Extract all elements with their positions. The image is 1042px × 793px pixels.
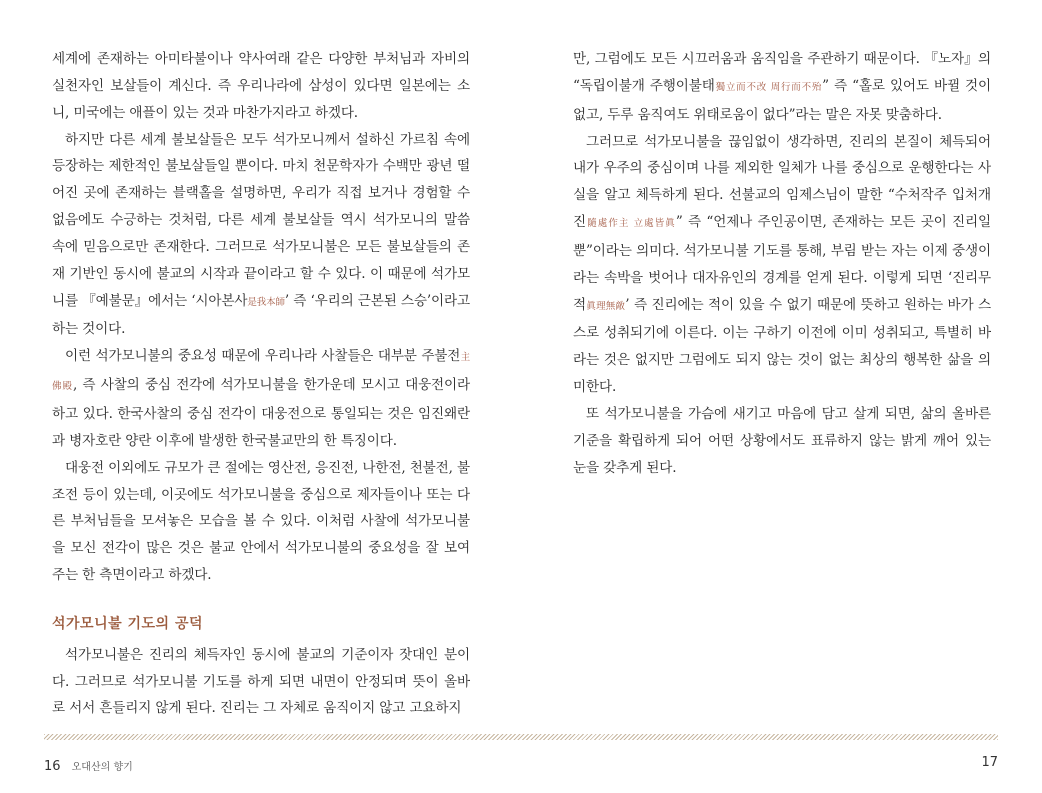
hanja-annotation: 獨立而不改 周行而不殆	[714, 81, 823, 93]
paragraph: 만, 그럼에도 모든 시끄러움과 움직임을 주관하기 때문이다. 『노자』의 “독립이불개 주행이불태獨立而不改 周行而不殆” 즉 “홀로 있어도 바뀔 것이 없고, 두루 움직여도 위태로움이 없다”라는 말은 자못 맞춤하다.	[573, 51, 991, 123]
hanja-annotation: 主佛殿	[52, 352, 470, 393]
paragraph: 이런 석가모니불의 중요성 때문에 우리나라 사찰들은 대부분 주불전主佛殿, 즉 사찰의 중심 전각에 석가모니불을 한가운데 모시고 대웅전이라 하고 있다. 한국사찰의 중심 전각이 대웅전으로 통일되는 것은 임진왜란과 병자호란 양란 이후에 발생한 한국불교만의 한 특징이다.	[52, 348, 470, 449]
paragraph: 석가모니불은 진리의 체득자인 동시에 불교의 기준이자 잣대인 분이다. 그러므로 석가모니불 기도를 하게 되면 내면이 안정되며 뜻이 올바로 서서 흔들리지 않게 된다. 진리는 그 자체로 움직이지 않고 고요하지	[52, 646, 470, 717]
left-footer	[44, 755, 133, 774]
paragraph: 세계에 존재하는 아미타불이나 약사여래 같은 다양한 부처님과 자비의 실천자인 보살들이 계신다. 즉 우리나라에 삼성이 있다면 일본에는 소니, 미국에는 애플이 있는 것과 마찬가지라고 하겠다.	[52, 51, 470, 121]
paragraph: 또 석가모니불을 가슴에 새기고 마음에 담고 살게 되면, 삶의 올바른 기준을 확립하게 되어 어떤 상황에서도 표류하지 않는 밝게 깨어 있는 눈을 갖추게 된다.	[573, 405, 991, 476]
hanja-annotation: 是我本師	[247, 296, 285, 308]
paragraph: 하지만 다른 세계 불보살들은 모두 석가모니께서 설하신 가르침 속에 등장하는 제한적인 불보살들일 뿐이다. 마치 천문학자가 수백만 광년 떨어진 곳에 존재하는 블랙홀을 설명하면, 우리가 직접 보거나 경험할 수 없음에도 수긍하는 것처럼, 다른 세계 불보살들 역시 석가모니의 말씀 속에 믿음으로만 존재한다. 그러므로 석가모니불은 모든 불보살들의 존재 기반인 동시에 불교의 시작과 끝이라고 할 수 있다. 이 때문에 석가모니를 『예불문』에서는 ‘시아본사是我本師’ 즉 ‘우리의 근본된 스승’이라고 하는 것이다.	[52, 131, 471, 338]
book-title: 오대산의 향기	[71, 762, 133, 773]
page-number: 16	[44, 759, 61, 774]
paragraph: 그러므로 석가모니불을 끊임없이 생각하면, 진리의 본질이 체득되어 내가 우주의 중심이며 나를 제외한 일체가 나를 중심으로 운행한다는 사실을 알고 체득하게 된다. 선불교의 임제스님이 말한 “수처작주 입처개진隨處作主 立處皆眞” 즉 “언제나 주인공이면, 존재하는 모든 곳이 진리일 뿐”이라는 의미다. 석가모니불 기도를 통해, 부림 받는 자는 이제 중생이라는 속박을 벗어나 대자유인의 경계를 얻게 된다. 이렇게 되면 ‘진리무적眞理無敵’ 즉 진리에는 적이 있을 수 없기 때문에 뜻하고 원하는 바가 스스로 성취되기에 이른다. 이는 구하기 이전에 이미 성취되고, 특별히 바라는 것은 없지만 그럼에도 되지 않는 것이 없는 최상의 행복한 삶을 의미한다.	[573, 133, 991, 396]
section-heading: 석가모니불 기도의 공덕	[52, 615, 203, 632]
paragraph: 대웅전 이외에도 규모가 큰 절에는 영산전, 응진전, 나한전, 천불전, 불조전 등이 있는데, 이곳에도 석가모니불을 중심으로 제자들이나 또는 다른 부처님들을 모셔놓은 모습을 볼 수 있다. 이처럼 사찰에 석가모니불을 모신 전각이 많은 것은 불교 안에서 석가모니불의 중요성을 잘 보여주는 한 측면이라고 하겠다.	[52, 459, 470, 584]
right-page-text	[573, 46, 991, 482]
hanja-annotation: 眞理無敵	[585, 300, 626, 312]
page-number: 17	[981, 755, 998, 770]
footer-divider	[44, 734, 998, 740]
left-page-text	[52, 46, 470, 722]
hanja-annotation: 隨處作主 立處皆眞	[585, 218, 676, 230]
